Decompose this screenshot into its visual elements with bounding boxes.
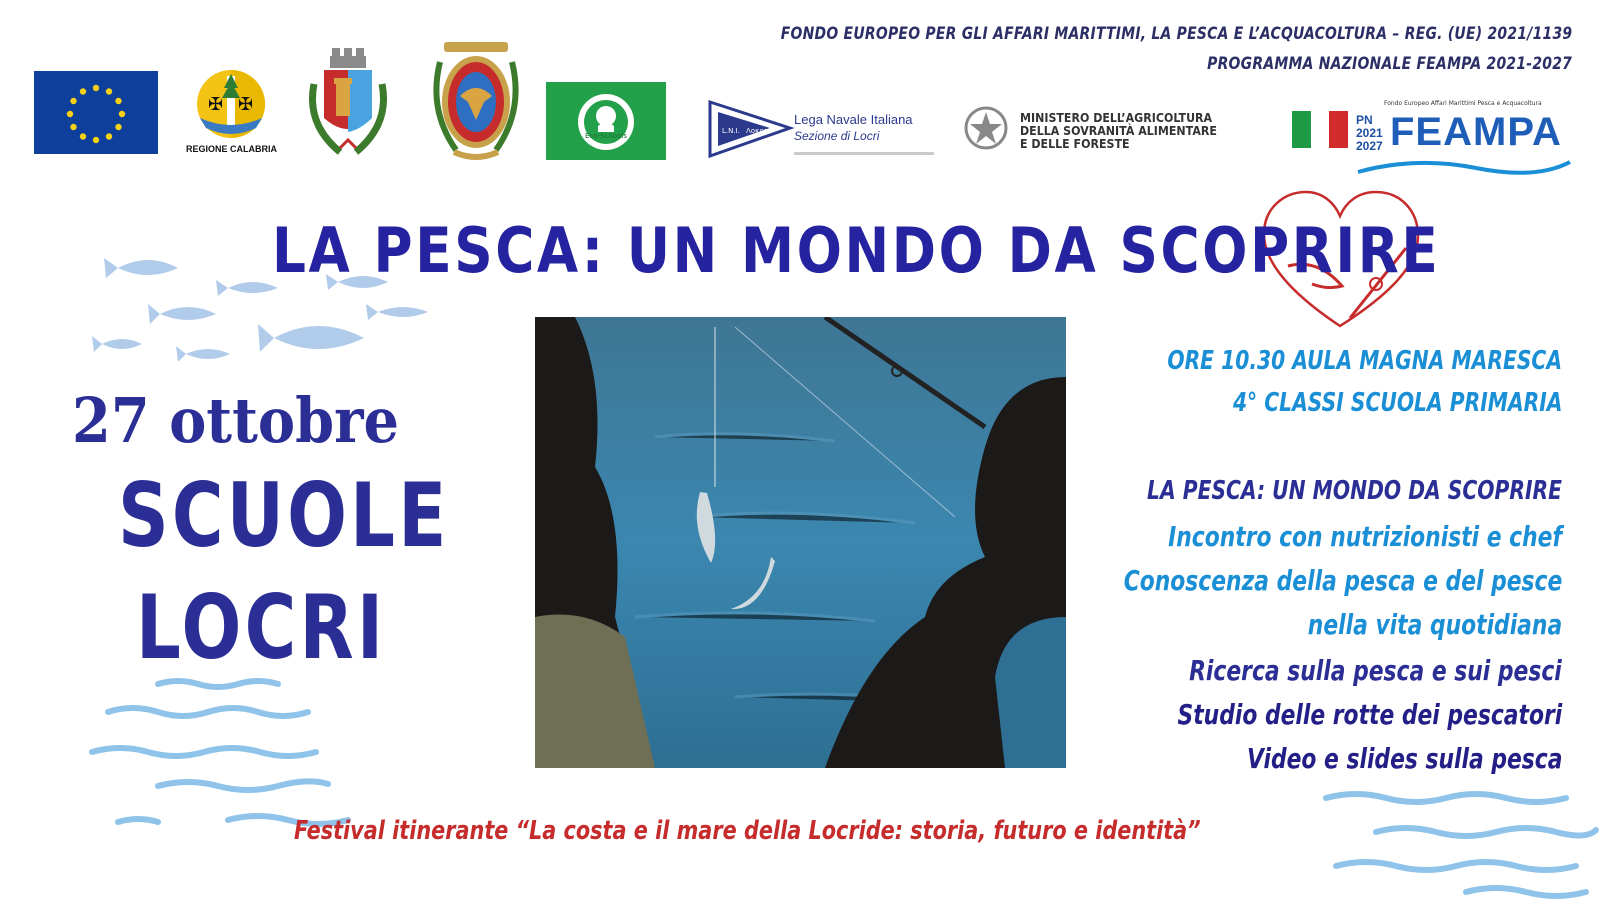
comune-crest-logo [300,44,396,160]
ministero-line-2: DELLA SOVRANITÀ ALIMENTARE [1020,124,1217,138]
ministero-agricoltura-logo [962,104,1282,156]
event-target-classes: 4° CLASSI SCUOLA PRIMARIA [1232,388,1562,418]
header-program-line: FONDO EUROPEO PER GLI AFFARI MARITTIMI, LA PESCA E L’ACQUACOLTURA – REG. (UE) 2021/1139 [780,24,1572,44]
activity-item: Video e slides sulla pesca [1246,742,1562,775]
wave-icon [1326,794,1566,802]
fish-icon [216,280,278,296]
feampa-wave-icon [1356,158,1572,178]
fish-icon [258,324,364,352]
feampa-fund-caption: Fondo Europeo Affari Marittimi Pesca e Acquacoltura [1384,100,1542,107]
feampa-logo [1356,100,1572,178]
comune-eagle-crest-logo [426,40,526,164]
header-feampa-line: PROGRAMMA NAZIONALE FEAMPA 2021-2027 [1207,54,1572,74]
lega-navale-logo [708,100,936,160]
activity-item: Incontro con nutrizionisti e chef [1168,520,1562,553]
italian-emblem-icon [962,104,1010,152]
ministero-line-3: E DELLE FORESTE [1020,137,1130,151]
activity-item: Ricerca sulla pesca e sui pesci [1189,654,1562,687]
wave-icon [92,748,316,756]
feampa-year-end: 2027 [1356,139,1383,153]
eu-flag-logo [34,71,158,154]
children-fishing-photo [535,317,1066,768]
feampa-pn-label: PN [1356,113,1373,127]
activity-item: Studio delle rotte dei pescatori [1177,698,1562,731]
fish-icon [104,258,178,278]
feampa-year-start: 2021 [1356,126,1383,140]
wave-icon [118,819,158,822]
wave-icon [1376,828,1596,836]
event-date: 27 ottobre [72,384,399,457]
lni-abbr: L.N.I. [722,127,740,135]
ministero-line-1: MINISTERO DELL’AGRICOLTURA [1020,111,1213,125]
svg-text:✠: ✠ [238,94,254,115]
fish-icon [92,336,142,352]
festival-footer: Festival itinerante “La costa e il mare della Locride: storia, futuro e identità” [294,816,1201,846]
activity-item: nella vita quotidiana [1307,608,1562,641]
waves-left-decoration [88,676,368,836]
regione-calabria-logo [186,66,276,158]
fish-icon [148,304,216,324]
activity-item: Conoscenza della pesca e del pesce [1123,564,1562,597]
event-city: LOCRI [136,576,387,679]
feampa-wordmark: FEAMPA [1390,110,1562,154]
italian-flag-logo [1292,111,1348,148]
wave-icon [1336,862,1576,870]
regione-calabria-label: REGIONE CALABRIA [186,144,278,154]
wave-icon [108,708,308,716]
svg-text:✠: ✠ [208,94,224,115]
wave-icon [1466,888,1586,896]
activities-title: LA PESCA: UN MONDO DA SCOPRIRE [1147,476,1562,506]
lni-section: Sezione di Locri [794,129,880,143]
eco-schools-label: Eco-Schools [584,132,628,140]
fish-icon [176,346,230,362]
wave-icon [158,681,278,687]
event-audience: SCUOLE [118,464,450,567]
event-time-place: ORE 10.30 AULA MAGNA MARESCA [1167,346,1562,376]
lni-greek-city: Λοκροί [746,127,771,135]
waves-right-decoration [1316,780,1600,900]
eco-schools-flag-logo [546,82,666,160]
main-title: LA PESCA: UN MONDO DA SCOPRIRE [272,214,1441,287]
lni-name: Lega Navale Italiana [794,112,913,127]
wave-icon [158,781,328,790]
fish-icon [366,304,428,320]
